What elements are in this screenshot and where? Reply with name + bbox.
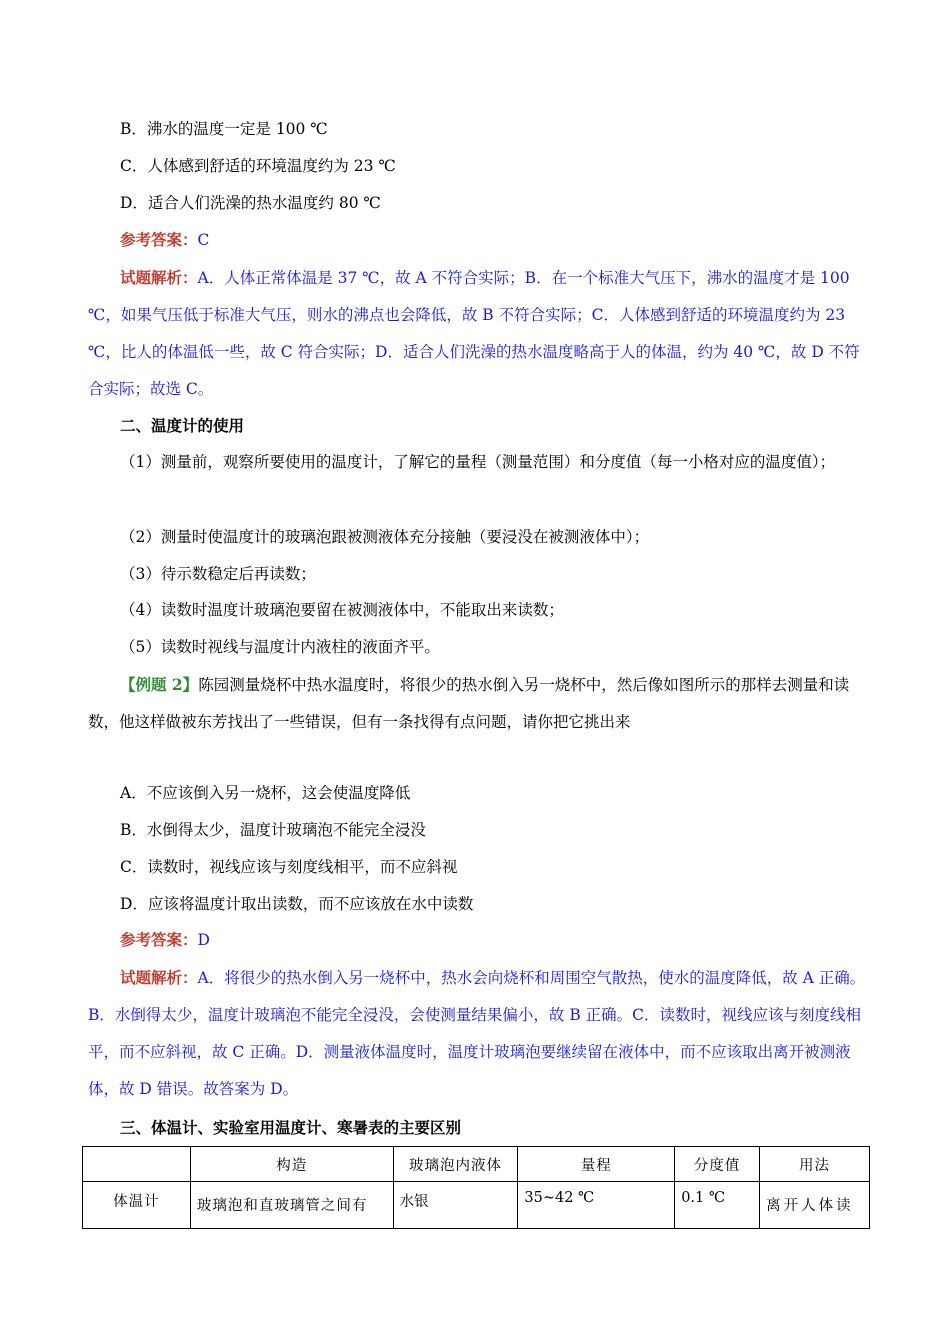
example2-option-d: D．应该将温度计取出读数，而不应该放在水中读数 <box>120 895 474 913</box>
section3-heading: 三、体温计、实验室用温度计、寒暑表的主要区别 <box>120 1118 462 1137</box>
table-header: 玻璃泡内液体 <box>393 1147 518 1182</box>
example2-question <box>88 666 868 741</box>
table-cell: 35~42 ℃ <box>518 1182 675 1229</box>
example1-option-c: C．人体感到舒适的环境温度约为 23 ℃ <box>120 157 396 175</box>
example1-option-d: D．适合人们洗澡的热水温度约 80 ℃ <box>120 194 381 212</box>
example2-option-a: A．不应该倒入另一烧杯，这会使温度降低 <box>120 784 411 802</box>
example1-option-b: B．沸水的温度一定是 100 ℃ <box>120 120 328 138</box>
section2-step1: （1）测量前，观察所要使用的温度计，了解它的量程（测量范围）和分度值（每一小格对应的温度值）； <box>120 453 836 471</box>
table-header: 量程 <box>518 1147 675 1182</box>
section2-heading: 二、温度计的使用 <box>120 416 245 435</box>
section2-step3: （3）待示数稳定后再读数； <box>120 565 316 583</box>
answer-value: C <box>197 231 210 249</box>
section2-step5: （5）读数时视线与温度计内液柱的液面齐平。 <box>120 638 440 656</box>
thermometer-comparison-table <box>82 1146 870 1229</box>
example1-analysis <box>88 259 868 408</box>
table-header: 用法 <box>760 1147 870 1182</box>
answer-value: D <box>197 931 210 949</box>
example1-answer <box>120 229 209 251</box>
table-cell: 0.1 ℃ <box>675 1182 760 1229</box>
example2-answer <box>120 929 210 951</box>
example2-analysis <box>88 959 868 1108</box>
table-header: 构造 <box>190 1147 393 1182</box>
analysis-label: 试题解析： <box>120 968 198 987</box>
table-cell: 离开人体读 <box>760 1182 870 1229</box>
table-row <box>83 1182 870 1229</box>
example2-option-c: C．读数时，视线应该与刻度线相平，而不应斜视 <box>120 858 458 876</box>
example2-question-text: 陈园测量烧杯中热水温度时，将很少的热水倒入另一烧杯中，然后像如图所示的那样去测量和读数，他这样做被东芳找出了一些错误，但有一条找得有点问题，请你把它挑出来 <box>88 676 850 731</box>
answer-label: 参考答案： <box>120 930 198 949</box>
section2-step2: （2）测量时使温度计的玻璃泡跟被测液体充分接触（要浸没在被测液体中）； <box>120 528 650 546</box>
table-header <box>83 1147 191 1182</box>
example2-option-b: B．水倒得太少，温度计玻璃泡不能完全浸没 <box>120 821 426 839</box>
example2-label: 【例题 2】 <box>120 675 199 694</box>
table-header: 分度值 <box>675 1147 760 1182</box>
table-cell: 玻璃泡和直玻璃管之间有 <box>190 1182 393 1229</box>
table-cell: 水银 <box>393 1182 518 1229</box>
analysis-text: A．将很少的热水倒入另一烧杯中，热水会向烧杯和周围空气散热，使水的温度降低，故 A 正确。B．水倒得太少，温度计玻璃泡不能完全浸没，会使测量结果偏小，故 B 正确。C．读数时，视线应该与刻度线相平，而不应斜视，故 C 正确。D．测量液体温度时，温度计玻璃泡要继续留在液体中，而不应该取出离开被测液体，故 D 错误。故答案为 D。 <box>88 969 866 1098</box>
table-cell: 体温计 <box>83 1182 191 1229</box>
section2-step4: （4）读数时温度计玻璃泡要留在被测液体中，不能取出来读数； <box>120 601 564 619</box>
answer-label: 参考答案： <box>120 230 198 249</box>
analysis-label: 试题解析： <box>120 268 198 287</box>
table-header-row <box>83 1147 870 1182</box>
analysis-text: A．人体正常体温是 37 ℃，故 A 不符合实际；B．在一个标准大气压下，沸水的温度才是 100 ℃，如果气压低于标准大气压，则水的沸点也会降低，故 B 不符合实际；C．人体感到舒适的环境温度约为 23 ℃，比人的体温低一些，故 C 符合实际；D．适合人们洗澡的热水温度略高于人的体温，约为 40 ℃，故 D 不符合实际；故选 C。 <box>88 269 860 398</box>
